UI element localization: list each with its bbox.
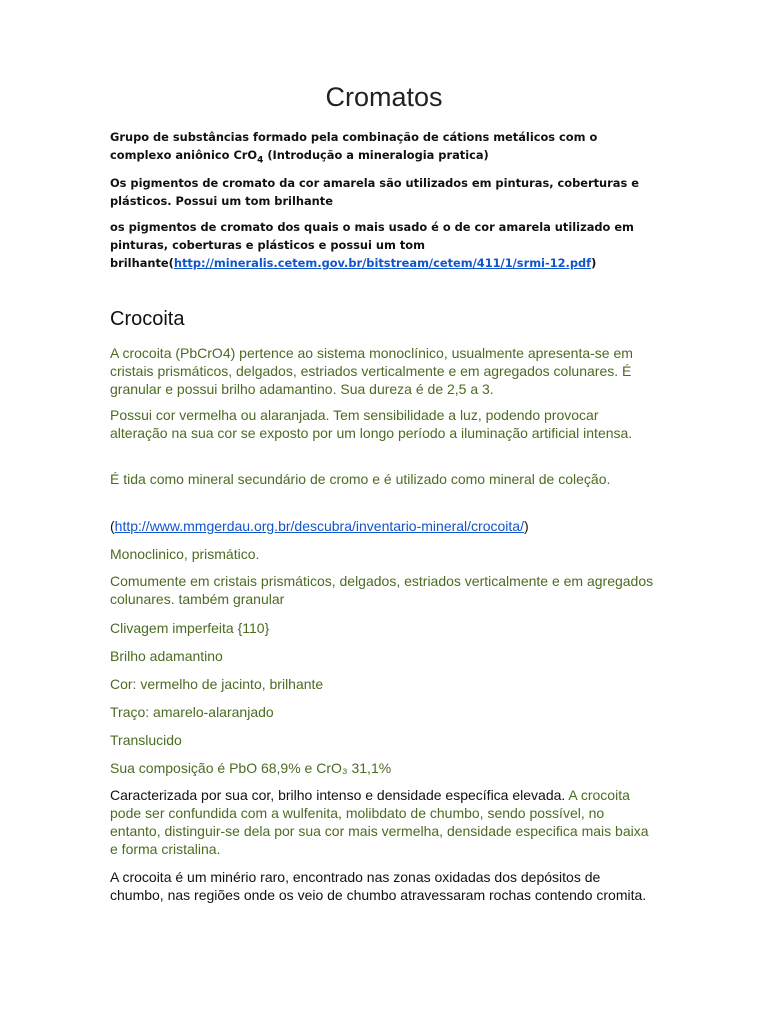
intro-p1-subscript: 4 (257, 155, 264, 166)
crocoita-translucency: Translucido (110, 732, 182, 748)
crocoita-luster: Brilho adamantino (110, 648, 223, 664)
intro-p2-text: Os pigmentos de cromato da cor amarela são utilizados em pinturas, coberturas e plásticos. Possui um tom brilhante (110, 176, 639, 208)
crocoita-paragraph-5: Monoclinico, prismático. (110, 546, 260, 562)
page-title: Cromatos (325, 82, 443, 112)
p13-dark-text: Caracterizada por sua cor, brilho intenso e densidade específica elevada. (110, 787, 566, 803)
intro-paragraph-3 (110, 218, 650, 272)
intro-p3-text: os pigmentos de cromato dos quais o mais usado é o de cor amarela utilizado em pinturas, coberturas e plásticos e possui um tom brilhante( (110, 220, 634, 270)
crocoita-paragraph-6: Comumente em cristais prismáticos, delgados, estriados verticalmente e em agregados colunares. também granular (110, 573, 654, 607)
crocoita-streak: Traço: amarelo-alaranjado (110, 704, 274, 720)
intro-p1-source: (Introdução a mineralogia pratica) (263, 148, 489, 162)
crocoita-color: Cor: vermelho de jacinto, brilhante (110, 676, 324, 692)
crocoita-paragraph-1: A crocoita (PbCrO4) pertence ao sistema monoclínico, usualmente apresenta-se em cristais prismáticos, delgados, estriados verticalmente e em agregados colunares. É granular e possui brilho adamantino. Sua dureza é de 2,5 a 3. (110, 345, 633, 397)
source-open-paren: ( (110, 518, 115, 534)
intro-p1-text: Grupo de substâncias formado pela combinação de cátions metálicos com o complexo aniônico CrO (110, 130, 598, 162)
crocoita-source-line (110, 517, 655, 535)
intro-paragraph-1 (110, 128, 650, 169)
crocoita-paragraph-14: A crocoita é um minério raro, encontrado nas zonas oxidadas dos depósitos de chumbo, nas regiões onde os veio de chumbo atravessaram rochas contendo cromita. (110, 869, 647, 903)
mmgerdau-link[interactable]: http://www.mmgerdau.org.br/descubra/inventario-mineral/crocoita/ (114, 518, 524, 534)
crocoita-composition: Sua composição é PbO 68,9% e CrO₃ 31,1% (110, 760, 392, 776)
intro-paragraph-2 (110, 174, 650, 210)
cetem-link[interactable]: http://mineralis.cetem.gov.br/bitstream/cetem/411/1/srmi-12.pdf (173, 256, 592, 270)
intro-p3-close: ) (591, 256, 597, 270)
source-close-paren: ) (523, 518, 529, 534)
crocoita-cleavage: Clivagem imperfeita {110} (110, 620, 270, 636)
p13-green-text: A crocoita pode ser confundida com a wulfenita, molibdato de chumbo, sendo possível, no entanto, distinguir-se dela por sua cor mais vermelha, densidade especifica mais baixa e forma cristalina. (110, 787, 649, 857)
crocoita-paragraph-13 (110, 786, 655, 858)
crocoita-paragraph-3: É tida como mineral secundário de cromo e é utilizado como mineral de coleção. (110, 471, 611, 487)
section-heading-crocoita: Crocoita (110, 308, 185, 330)
crocoita-paragraph-2: Possui cor vermelha ou alaranjada. Tem sensibilidade a luz, podendo provocar alteração na sua cor se exposto por um longo período a iluminação artificial intensa. (110, 407, 633, 441)
